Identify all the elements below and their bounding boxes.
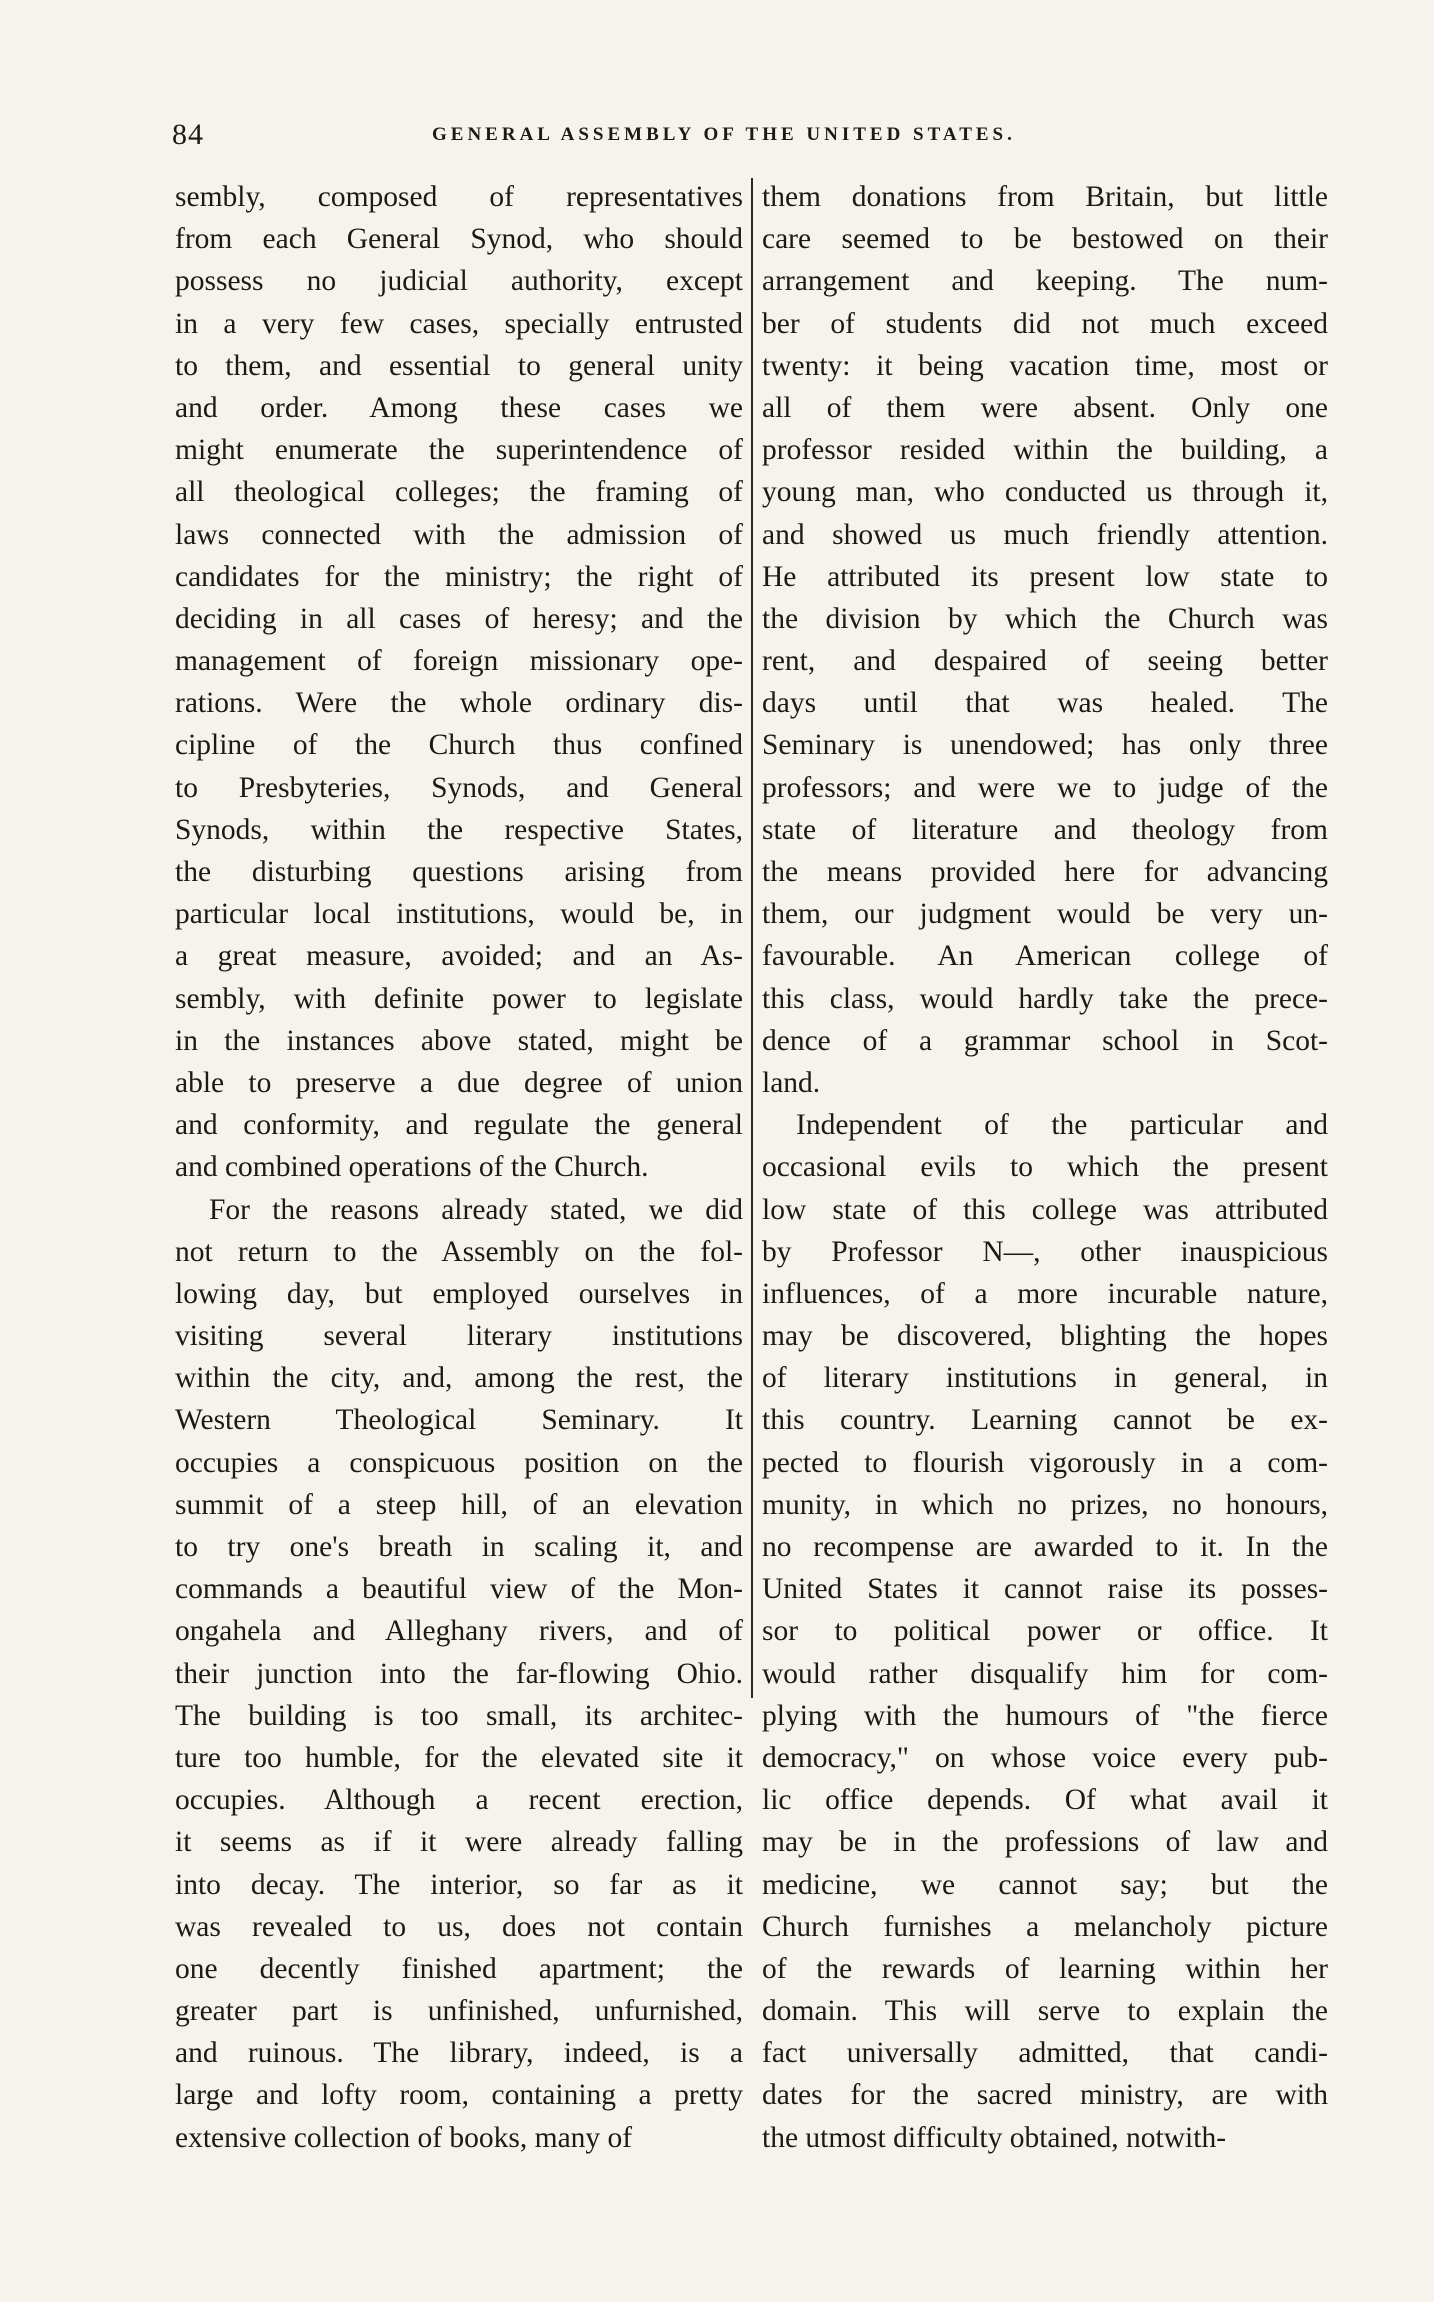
- text-line: might enumerate the superintendence of: [175, 434, 743, 467]
- text-line: one decently finished apartment; the: [175, 1952, 743, 1985]
- text-line: commands a beautiful view of the Mon-: [175, 1573, 743, 1606]
- text-line: domain. This will serve to explain the: [762, 1995, 1328, 2028]
- text-line: by Professor N—, other inauspicious: [762, 1235, 1328, 1268]
- text-line: sembly, with definite power to legislate: [175, 982, 743, 1015]
- text-line: greater part is unfinished, unfurnished,: [175, 1995, 743, 2028]
- text-line: pected to flourish vigorously in a com-: [762, 1446, 1328, 1479]
- text-line: favourable. An American college of: [762, 940, 1328, 973]
- text-line: able to preserve a due degree of union: [175, 1066, 743, 1099]
- text-line: may be discovered, blighting the hopes: [762, 1320, 1328, 1353]
- text-line: He attributed its present low state to: [762, 560, 1328, 593]
- text-line: sor to political power or office. It: [762, 1615, 1328, 1648]
- text-line: care seemed to be bestowed on their: [762, 223, 1328, 256]
- text-line: United States it cannot raise its posses-: [762, 1573, 1328, 1606]
- text-line: the disturbing questions arising from: [175, 856, 743, 888]
- text-line: plying with the humours of "the fierce: [762, 1699, 1328, 1732]
- text-line: a great measure, avoided; and an As-: [175, 940, 743, 973]
- text-line: ongahela and Alleghany rivers, and of: [175, 1615, 743, 1648]
- text-line: ber of students did not much exceed: [762, 307, 1328, 340]
- text-line: professors; and were we to judge of the: [762, 771, 1328, 804]
- text-line: occasional evils to which the present: [762, 1151, 1328, 1184]
- text-line: the utmost difficulty obtained, notwith-: [762, 2121, 1227, 2154]
- text-line: twenty: it being vacation time, most or: [762, 349, 1328, 382]
- text-line: and combined operations of the Church.: [175, 1151, 649, 1184]
- text-line: land.: [762, 1066, 821, 1099]
- text-line: and showed us much friendly attention.: [762, 518, 1328, 551]
- text-line: professor resided within the building, a: [762, 434, 1328, 467]
- text-line: their junction into the far-flowing Ohio.: [175, 1657, 743, 1690]
- text-line: to them, and essential to general unity: [175, 349, 743, 382]
- text-line: in a very few cases, specially entrusted: [175, 307, 743, 340]
- text-line: from each General Synod, who should: [175, 223, 743, 256]
- text-line: within the city, and, among the rest, the: [175, 1362, 743, 1395]
- text-line: young man, who conducted us through it,: [762, 476, 1328, 509]
- text-line: For the reasons already stated, we did: [209, 1193, 743, 1226]
- text-line: in the instances above stated, might be: [175, 1024, 743, 1057]
- text-line: may be in the professions of law and: [762, 1826, 1328, 1859]
- text-line: and order. Among these cases we: [175, 391, 743, 424]
- text-line: lowing day, but employed ourselves in: [175, 1277, 743, 1310]
- text-line: occupies. Although a recent erection,: [175, 1784, 743, 1817]
- text-line: the means provided here for advancing: [762, 856, 1328, 888]
- text-line: Church furnishes a melancholy picture: [762, 1910, 1328, 1943]
- text-line: dates for the sacred ministry, are with: [762, 2079, 1328, 2112]
- text-line: democracy," on whose voice every pub-: [762, 1741, 1328, 1774]
- text-line: all of them were absent. Only one: [762, 391, 1328, 424]
- text-line: lic office depends. Of what avail it: [762, 1784, 1328, 1817]
- text-line: this country. Learning cannot be ex-: [762, 1404, 1328, 1437]
- text-line: them donations from Britain, but little: [762, 181, 1328, 213]
- text-line: rations. Were the whole ordinary dis-: [175, 687, 743, 720]
- text-line: to Presbyteries, Synods, and General: [175, 771, 743, 804]
- text-line: not return to the Assembly on the fol-: [175, 1235, 743, 1268]
- text-line: summit of a steep hill, of an elevation: [175, 1488, 743, 1521]
- text-line: dence of a grammar school in Scot-: [762, 1024, 1328, 1057]
- text-line: state of literature and theology from: [762, 813, 1328, 846]
- page-number: 84: [172, 118, 204, 151]
- text-line: fact universally admitted, that candi-: [762, 2037, 1328, 2070]
- text-line: of the rewards of learning within her: [762, 1952, 1328, 1985]
- column-divider: [751, 178, 753, 1698]
- text-line: of literary institutions in general, in: [762, 1362, 1328, 1395]
- text-line: rent, and despaired of seeing better: [762, 645, 1328, 678]
- text-line: Seminary is unendowed; has only three: [762, 729, 1328, 762]
- text-line: possess no judicial authority, except: [175, 265, 743, 298]
- text-line: them, our judgment would be very un-: [762, 898, 1328, 931]
- text-line: it seems as if it were already falling: [175, 1826, 743, 1859]
- text-line: days until that was healed. The: [762, 687, 1328, 720]
- text-line: low state of this college was attributed: [762, 1193, 1328, 1226]
- page-header: [172, 118, 1312, 158]
- text-line: and ruinous. The library, indeed, is a: [175, 2037, 743, 2070]
- text-line: this class, would hardly take the prece-: [762, 982, 1328, 1015]
- text-line: cipline of the Church thus confined: [175, 729, 743, 762]
- text-line: arrangement and keeping. The num-: [762, 265, 1328, 298]
- text-line: Independent of the particular and: [796, 1109, 1328, 1142]
- right-column: [762, 176, 1328, 2159]
- text-line: Western Theological Seminary. It: [175, 1404, 743, 1437]
- text-line: and conformity, and regulate the general: [175, 1109, 743, 1142]
- left-column: [175, 176, 743, 2159]
- text-line: into decay. The interior, so far as it: [175, 1868, 743, 1901]
- text-line: all theological colleges; the framing of: [175, 476, 743, 509]
- text-line: to try one's breath in scaling it, and: [175, 1531, 743, 1563]
- text-line: occupies a conspicuous position on the: [175, 1446, 743, 1479]
- text-line: extensive collection of books, many of: [175, 2121, 633, 2154]
- text-line: visiting several literary institutions: [175, 1320, 743, 1353]
- text-line: the division by which the Church was: [762, 602, 1328, 635]
- text-line: Synods, within the respective States,: [175, 813, 743, 846]
- text-line: ture too humble, for the elevated site it: [175, 1741, 743, 1774]
- text-line: medicine, we cannot say; but the: [762, 1868, 1328, 1901]
- text-line: The building is too small, its architec-: [175, 1699, 743, 1732]
- text-line: candidates for the ministry; the right of: [175, 560, 743, 593]
- text-line: munity, in which no prizes, no honours,: [762, 1488, 1328, 1521]
- text-line: laws connected with the admission of: [175, 518, 743, 551]
- text-line: sembly, composed of representatives: [175, 181, 743, 213]
- text-line: management of foreign missionary ope-: [175, 645, 743, 678]
- running-head: GENERAL ASSEMBLY OF THE UNITED STATES.: [432, 124, 1016, 145]
- text-line: was revealed to us, does not contain: [175, 1910, 743, 1943]
- text-line: influences, of a more incurable nature,: [762, 1277, 1328, 1310]
- text-line: particular local institutions, would be, in: [175, 898, 743, 931]
- text-line: deciding in all cases of heresy; and the: [175, 602, 743, 635]
- text-line: large and lofty room, containing a pretty: [175, 2079, 743, 2112]
- text-line: no recompense are awarded to it. In the: [762, 1531, 1328, 1563]
- text-line: would rather disqualify him for com-: [762, 1657, 1328, 1690]
